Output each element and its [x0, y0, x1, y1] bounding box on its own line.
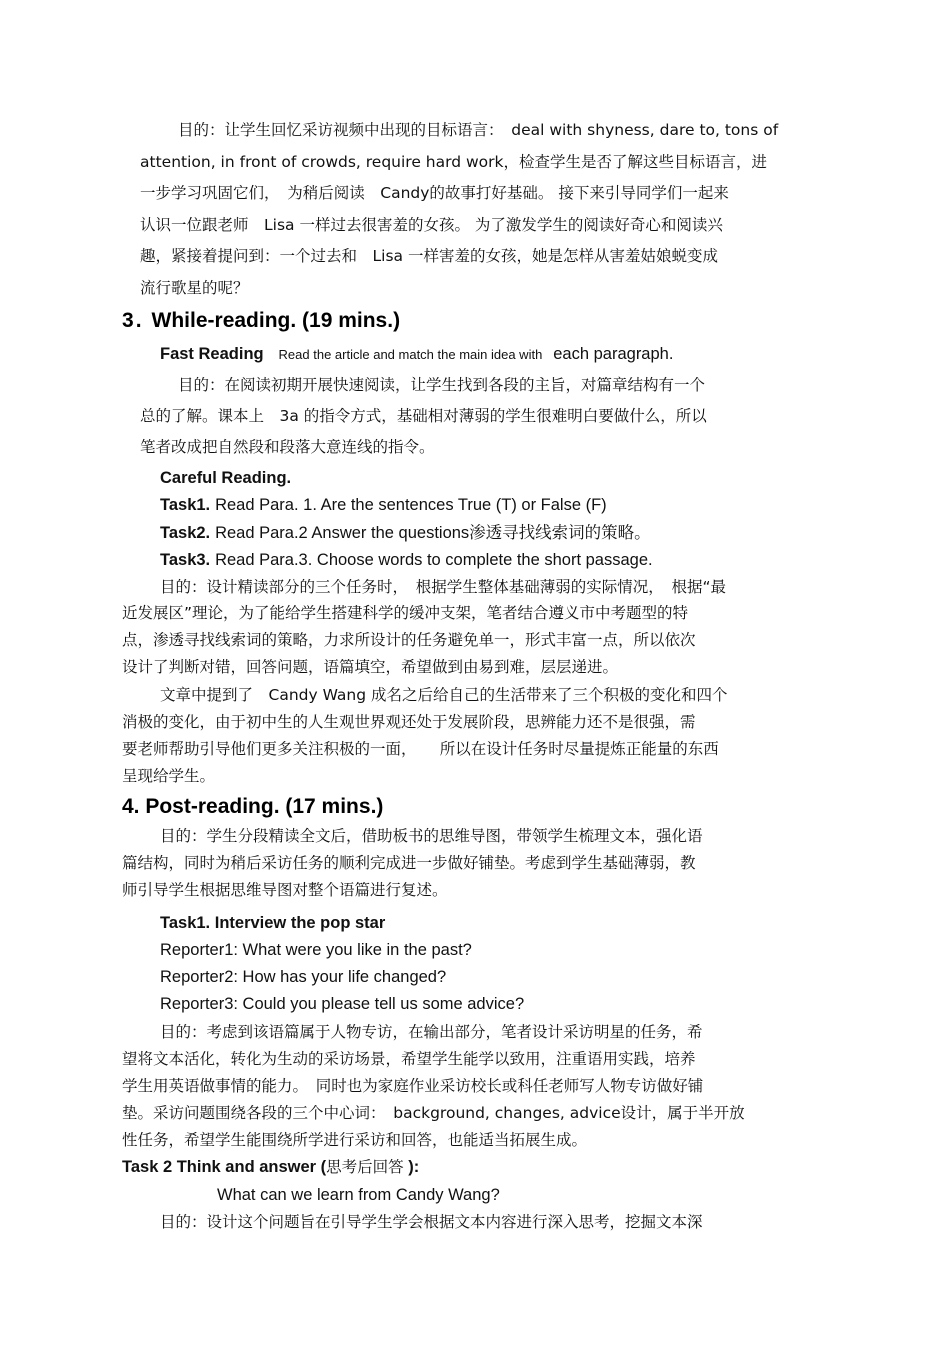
- section-3-heading: 3. While-reading. (19 mins.): [122, 309, 401, 332]
- intro-line-4: 认识一位跟老师 Lisa 一样过去很害羞的女孩。 为了激发学生的阅读好奇心和阅读兴: [140, 216, 723, 234]
- post-reading-purpose-2: 篇结构，同时为稍后采访任务的顺利完成进一步做好铺垫。考虑到学生基础薄弱，教: [122, 854, 696, 872]
- careful-task-3-text: Read Para.3. Choose words to complete the short passage.: [215, 551, 653, 569]
- section-3-number: 3: [122, 309, 134, 332]
- careful-task-3-label: Task3.: [160, 551, 211, 569]
- intro-line-1: 目的：让学生回忆采访视频中出现的目标语言： deal with shyness, dare to, tons of: [178, 121, 779, 139]
- careful-reading-label: Careful Reading.: [160, 469, 292, 487]
- careful-purpose-4: 设计了判断对错，回答问题，语篇填空，希望做到由易到难，层层递进。: [122, 658, 619, 676]
- task2-question: What can we learn from Candy Wang?: [217, 1186, 500, 1204]
- section-3-title: While-reading. (19 mins.): [151, 309, 401, 332]
- section-4-heading: 4. Post-reading. (17 mins.): [122, 795, 384, 818]
- careful-note-3: 要老师帮助引导他们更多关注积极的一面， 所以在设计任务时尽量提炼正能量的东西: [122, 740, 719, 758]
- task2-purpose: 目的：设计这个问题旨在引导学生学会根据文本内容进行深入思考，挖掘文本深: [160, 1213, 703, 1231]
- careful-task-2: [160, 523, 651, 543]
- careful-task-1-text: Read Para. 1. Are the sentences True (T) or False (F): [215, 496, 607, 514]
- task1-purpose-4: 垫。采访问题围绕各段的三个中心词： background, changes, advice设计，属于半开放: [122, 1104, 745, 1122]
- careful-task-1: [160, 495, 607, 515]
- careful-note-1: 文章中提到了 Candy Wang 成名之后给自己的生活带来了三个积极的变化和四个: [160, 686, 728, 704]
- task1-title: Task1. Interview the pop star: [160, 914, 386, 932]
- careful-task-2-label: Task2.: [160, 524, 211, 542]
- fast-reading-row: [160, 344, 673, 365]
- task2-title-cn: 思考后回答: [326, 1158, 404, 1176]
- careful-note-4: 呈现给学生。: [122, 767, 216, 785]
- task1-purpose-3: 学生用英语做事情的能力。 同时也为家庭作业采访校长或科任老师写人物专访做好铺: [122, 1077, 704, 1095]
- fast-reading-purpose-3: 笔者改成把自然段和段落大意连线的指令。: [140, 438, 435, 456]
- post-reading-purpose-1: 目的：学生分段精读全文后，借助板书的思维导图，带领学生梳理文本，强化语: [160, 827, 703, 845]
- careful-note-2: 消极的变化，由于初中生的人生观世界观还处于发展阶段，思辨能力还不是很强，需: [122, 713, 696, 731]
- task1-purpose-2: 望将文本活化，转化为生动的采访场景，希望学生能学以致用，注重语用实践，培养: [122, 1050, 696, 1068]
- fast-reading-purpose-1: 目的：在阅读初期开展快速阅读，让学生找到各段的主旨，对篇章结构有一个: [178, 376, 706, 394]
- task2-title-end: ):: [403, 1158, 420, 1176]
- careful-task-2-text: Read Para.2 Answer the questions渗透寻找线索词的策略。: [215, 524, 651, 542]
- careful-task-1-label: Task1.: [160, 496, 211, 514]
- intro-line-3: 一步学习巩固它们， 为稍后阅读 Candy的故事打好基础。 接下来引导同学们一起来: [140, 184, 729, 202]
- reporter-question-1: Reporter1: What were you like in the past?: [160, 941, 472, 959]
- intro-line-6: 流行歌星的呢？: [140, 279, 249, 297]
- task1-purpose-5: 性任务，希望学生能围绕所学进行采访和回答，也能适当拓展生成。: [122, 1131, 588, 1149]
- intro-line-5: 趣，紧接着提问到：一个过去和 Lisa 一样害羞的女孩，她是怎样从害羞姑娘蜕变成: [140, 247, 718, 265]
- task2-title: [122, 1157, 419, 1177]
- intro-line-2: attention, in front of crowds, require hard work，检查学生是否了解这些目标语言，进: [140, 153, 767, 171]
- reporter-question-2: Reporter2: How has your life changed?: [160, 968, 447, 986]
- careful-purpose-2: 近发展区”理论，为了能给学生搭建科学的缓冲支架，笔者结合遵义市中考题型的特: [122, 604, 689, 622]
- task1-purpose-1: 目的：考虑到该语篇属于人物专访，在输出部分，笔者设计采访明星的任务，希: [160, 1023, 703, 1041]
- fast-reading-label: Fast Reading: [160, 345, 264, 363]
- careful-purpose-1: 目的：设计精读部分的三个任务时， 根据学生整体基础薄弱的实际情况， 根据“最: [160, 578, 727, 596]
- fast-reading-instruction: Read the article and match the main idea with: [278, 347, 543, 362]
- careful-purpose-3: 点，渗透寻找线索词的策略，力求所设计的任务避免单一，形式丰富一点，所以依次: [122, 631, 696, 649]
- post-reading-purpose-3: 师引导学生根据思维导图对整个语篇进行复述。: [122, 881, 448, 899]
- task2-title-en: Task 2 Think and answer (: [122, 1158, 327, 1176]
- fast-reading-purpose-2: 总的了解。课本上 3a 的指令方式，基础相对薄弱的学生很难明白要做什么，所以: [140, 407, 707, 425]
- careful-task-3: [160, 550, 653, 570]
- reporter-question-3: Reporter3: Could you please tell us some advice?: [160, 995, 525, 1013]
- fast-reading-instruction-tail: each paragraph.: [553, 345, 674, 363]
